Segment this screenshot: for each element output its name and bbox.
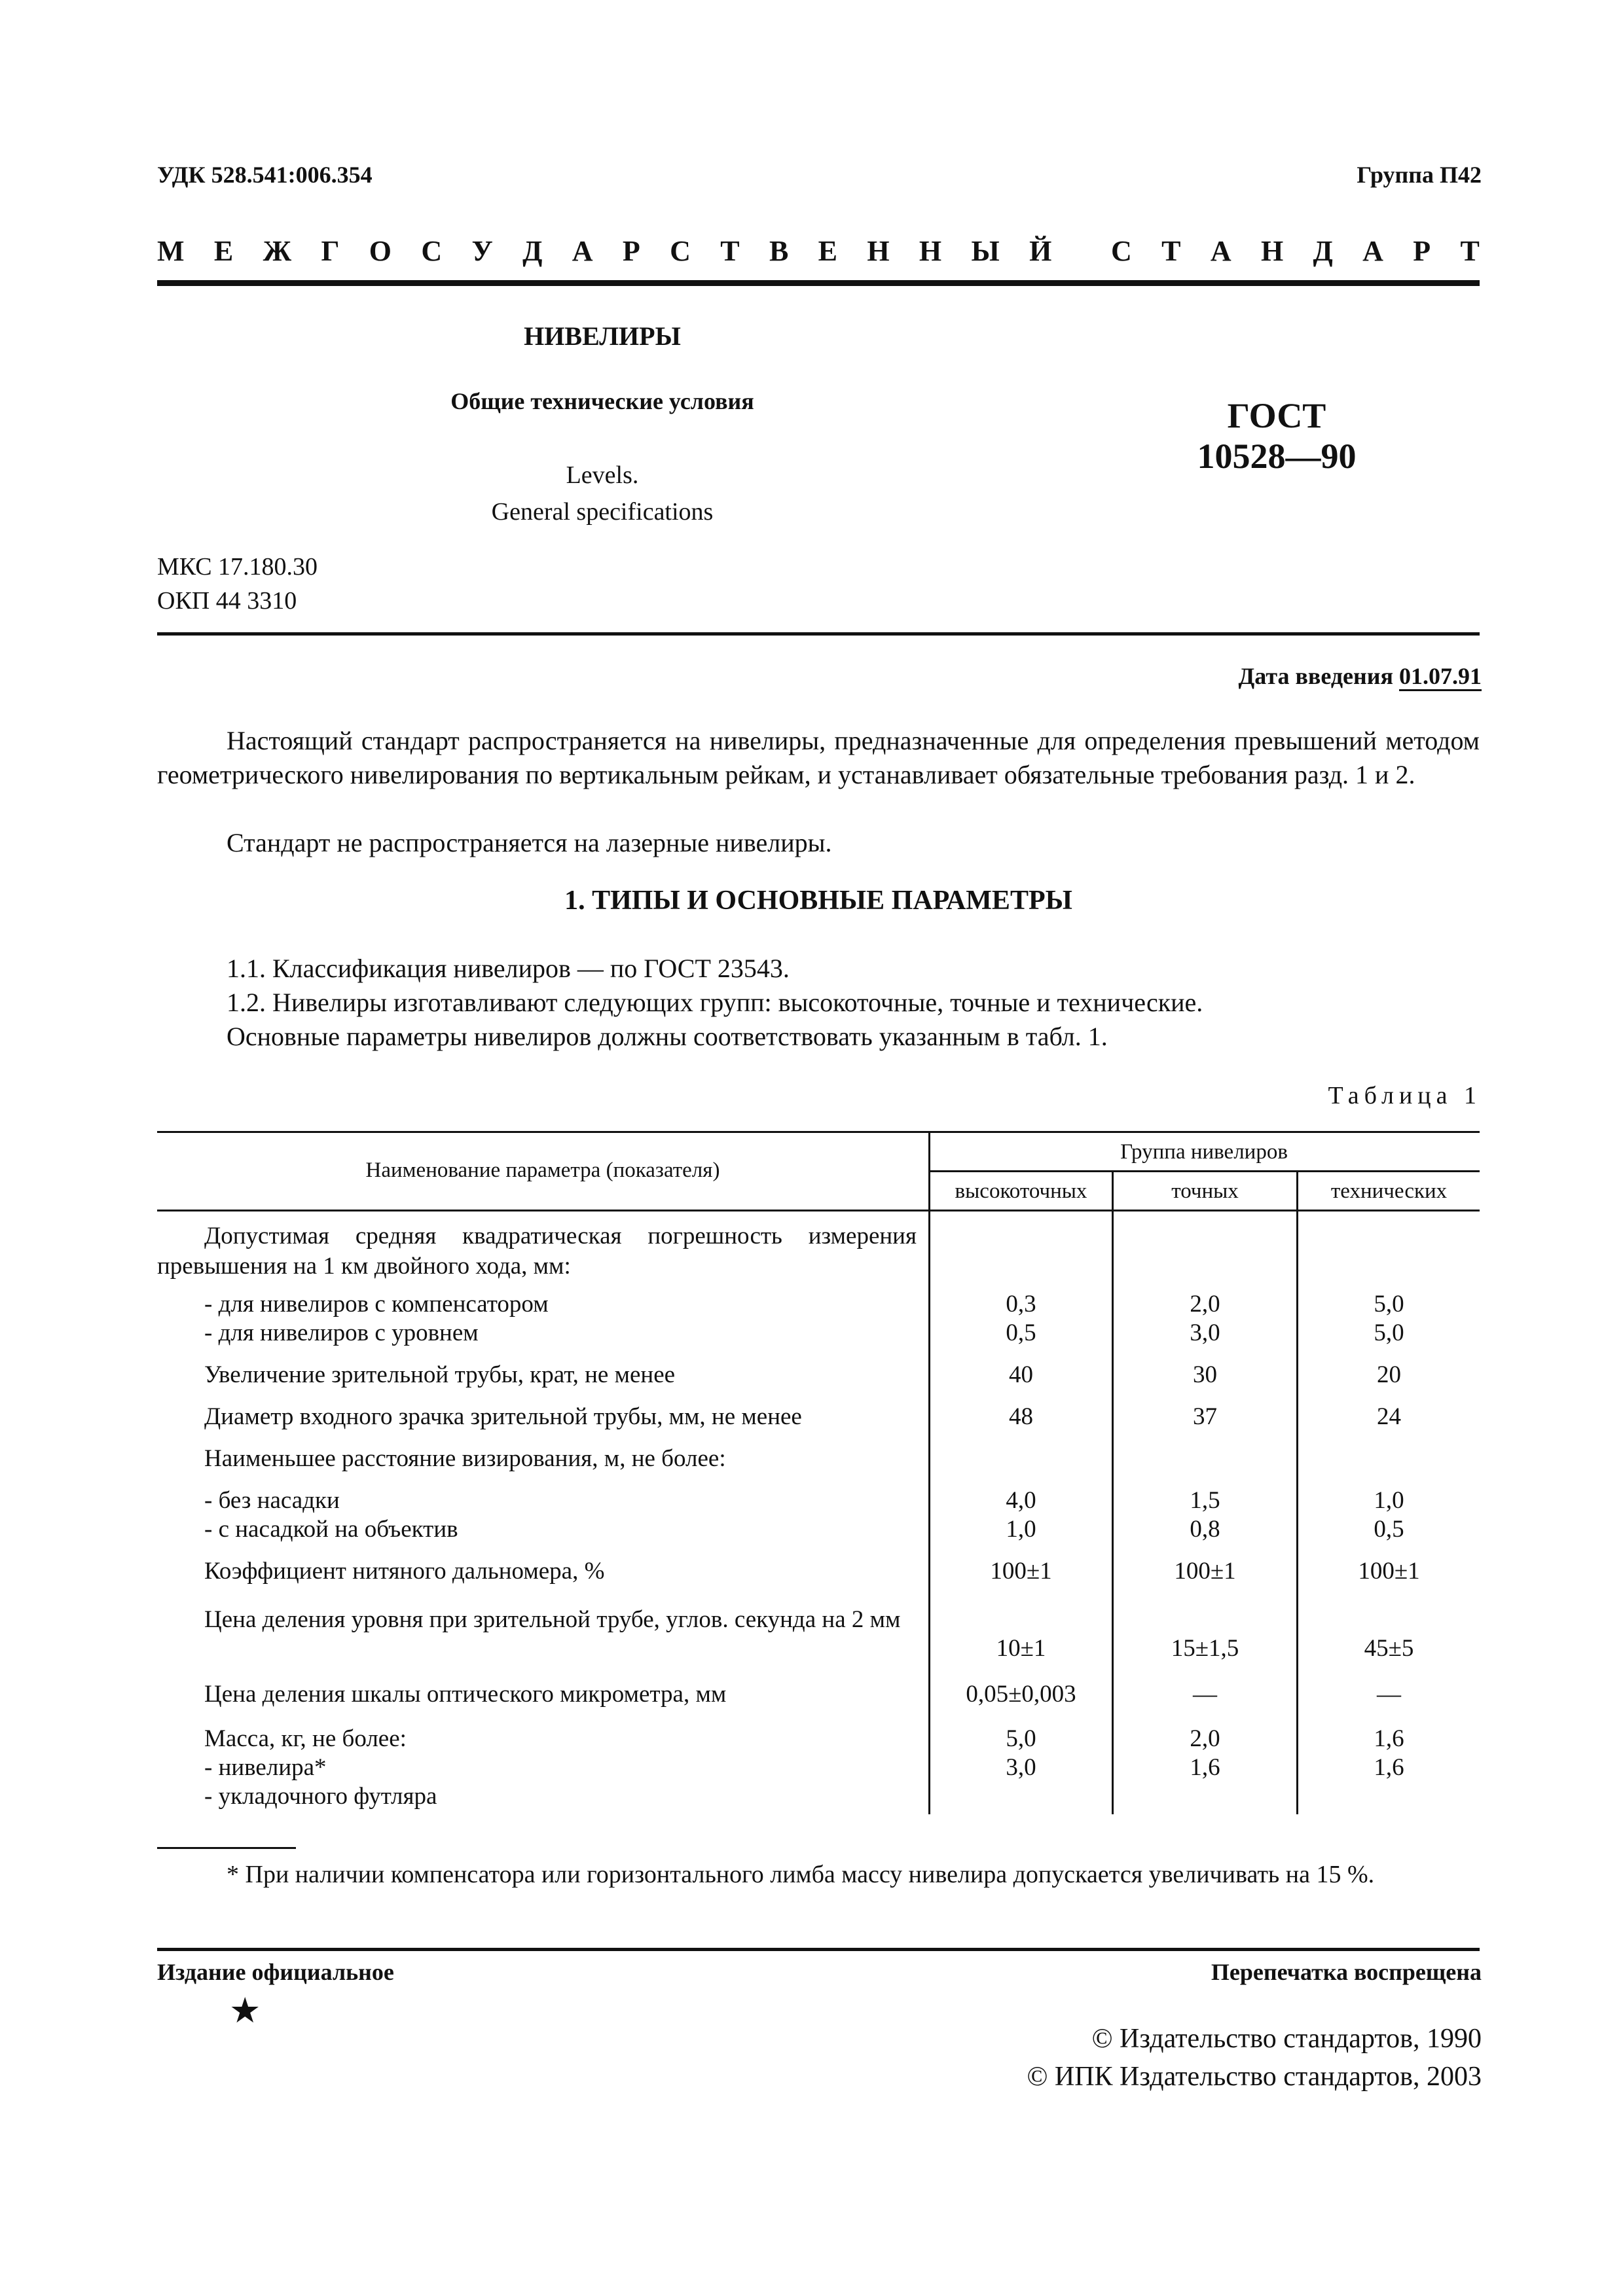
effective-date [1239, 662, 1482, 690]
table-cell: 45±5 [1364, 1635, 1414, 1662]
intro-paragraph: Настоящий стандарт распространяется на нивелиры, предназначенные для определения превышений методом геометрического нивелирования по вертикальным рейкам, и устанавливает обязательные требования разд. 1 и 2. [157, 726, 1480, 789]
title-rule [157, 632, 1480, 636]
header-col-high-precision: высокоточных [955, 1179, 1087, 1203]
table-cell: 0,5 [1006, 1319, 1036, 1346]
table-cell: 4,0 [1006, 1487, 1036, 1514]
official-edition: Издание официальное [157, 1959, 394, 1985]
header-rule [157, 280, 1480, 286]
reprint-prohibited: Перепечатка воспрещена [1211, 1959, 1482, 1985]
effective-date-label: Дата введения [1238, 663, 1399, 689]
gost-code: 10528—90 [1197, 437, 1357, 476]
table-cell: 2,0 [1190, 1291, 1220, 1318]
letter: А [1362, 235, 1383, 267]
letter: А [1210, 235, 1231, 267]
udk-code: УДК 528.541:006.354 [157, 162, 373, 188]
mks-code: МКС 17.180.30 [157, 553, 318, 581]
table-cell: 15±1,5 [1171, 1635, 1239, 1662]
table-cell: 1,5 [1190, 1487, 1220, 1514]
letter: Е [213, 235, 234, 267]
clause-1-2: 1.2. Нивелиры изготавливают следующих групп: высокоточные, точные и технические. [227, 988, 1203, 1017]
table-cell: 10±1 [996, 1635, 1046, 1662]
table-cell: 100±1 [1174, 1558, 1236, 1585]
copyright-2003: © ИПК Издательство стандартов, 2003 [1027, 2062, 1482, 2092]
classification-codes [157, 550, 318, 618]
table-cell: 37 [1193, 1403, 1217, 1430]
letter: А [572, 235, 593, 267]
letter: Н [1260, 235, 1284, 267]
english-title-line-2: General specifications [491, 498, 714, 526]
intro-paragraph-2: Стандарт не распространяется на лазерные нивелиры. [227, 828, 832, 857]
header-parameter: Наименование параметра (показателя) [365, 1158, 720, 1182]
table-cell: 0,8 [1190, 1516, 1220, 1543]
letter: В [769, 235, 789, 267]
letter: Ы [971, 235, 1000, 267]
table-caption: Таблица 1 [1328, 1082, 1482, 1109]
letter: Г [321, 235, 340, 267]
table-cell: 100±1 [990, 1558, 1052, 1585]
table-cell: 0,3 [1006, 1291, 1036, 1318]
clause-1-1: 1.1. Классификация нивелиров — по ГОСТ 23543. [227, 954, 790, 983]
table-cell: 0,05±0,003 [966, 1681, 1076, 1708]
table-head-rule [157, 1210, 1480, 1211]
table-cell: 0,5 [1374, 1516, 1404, 1543]
table-row-label: Диаметр входного зрачка зрительной трубы, мм, не менее [204, 1403, 802, 1430]
gost-number [1113, 395, 1440, 476]
okp-code: ОКП 44 3310 [157, 587, 297, 615]
table-group-rule [928, 1170, 1480, 1172]
footer-rule [157, 1948, 1480, 1951]
table-row-label: Допустимая средняя квадратическая погрешность измерения превышения на 1 км двойного хода, мм: [157, 1223, 917, 1280]
letter: Д [1313, 235, 1333, 267]
letter: Й [1029, 235, 1052, 267]
table-row-label: - для нивелиров с компенсатором [204, 1291, 549, 1318]
table-cell: 1,6 [1374, 1754, 1404, 1781]
letter: У [471, 235, 493, 267]
table-row-label: Коэффициент нитяного дальномера, % [204, 1558, 605, 1585]
table-cell: 3,0 [1190, 1319, 1220, 1346]
table-row-label: - для нивелиров с уровнем [204, 1319, 479, 1346]
table-cell: 3,0 [1006, 1754, 1036, 1781]
star-icon: ★ [229, 1991, 261, 2030]
gost-label: ГОСТ [1227, 396, 1326, 435]
letter: Т [720, 235, 740, 267]
copyright-block [1027, 2020, 1482, 2096]
footnote: * При наличии компенсатора или горизонтального лимба массу нивелира допускается увеличивать на 15 %. [227, 1861, 1375, 1888]
document-subtitle: Общие технические условия [450, 388, 754, 414]
standard-type-heading [157, 234, 1480, 268]
table-cell: 5,0 [1006, 1725, 1036, 1752]
letter: С [421, 235, 443, 267]
letter: Ж [263, 235, 292, 267]
table-top-rule [157, 1131, 1480, 1133]
table-cell: 100±1 [1358, 1558, 1420, 1585]
table-cell: 1,0 [1006, 1516, 1036, 1543]
letter: Т [1460, 235, 1480, 267]
table-cell: 2,0 [1190, 1725, 1220, 1752]
header-col-technical: технических [1330, 1179, 1448, 1203]
letter: Р [1413, 235, 1431, 267]
header-group: Группа нивелиров [1120, 1140, 1288, 1164]
table-col-divider-1 [928, 1131, 930, 1814]
table-cell: 1,6 [1374, 1725, 1404, 1752]
table-cell: — [1377, 1681, 1401, 1708]
letter: С [1110, 235, 1132, 267]
table-cell: 24 [1377, 1403, 1401, 1430]
letter: М [157, 235, 185, 267]
table-cell: 20 [1377, 1361, 1401, 1388]
table-cell: — [1193, 1681, 1217, 1708]
english-title-line-1: Levels. [566, 461, 639, 489]
table-row-label: - без насадки [204, 1487, 340, 1514]
parameters-table [157, 1131, 1480, 1814]
table-row-label: Увеличение зрительной трубы, крат, не менее [204, 1361, 676, 1388]
letter: Е [818, 235, 837, 267]
table-row-label: - с насадкой на объектив [204, 1516, 458, 1543]
table-row-label: - укладочного футляра [204, 1783, 437, 1810]
letter: Н [867, 235, 890, 267]
letter: Н [919, 235, 942, 267]
letter: Т [1161, 235, 1181, 267]
letter: С [670, 235, 691, 267]
letter: Р [622, 235, 640, 267]
table-cell: 48 [1009, 1403, 1033, 1430]
effective-date-value: 01.07.91 [1399, 663, 1482, 689]
table-row-label: Наименьшее расстояние визирования, м, не более: [204, 1445, 726, 1472]
footnote-rule [157, 1847, 296, 1849]
table-row-label: Масса, кг, не более: [204, 1725, 407, 1752]
group-code: Группа П42 [1357, 162, 1482, 188]
table-cell: 30 [1193, 1361, 1217, 1388]
table-row-label: Цена деления шкалы оптического микрометра, мм [204, 1681, 727, 1708]
document-title: НИВЕЛИРЫ [524, 321, 681, 351]
header-col-precision: точных [1171, 1179, 1239, 1203]
clause-1-2-cont: Основные параметры нивелиров должны соответствовать указанным в табл. 1. [227, 1022, 1108, 1051]
english-title [393, 457, 812, 530]
section-heading: 1. ТИПЫ И ОСНОВНЫЕ ПАРАМЕТРЫ [564, 886, 1072, 916]
table-cell: 40 [1009, 1361, 1033, 1388]
table-cell: 5,0 [1374, 1291, 1404, 1318]
letter: О [369, 235, 392, 267]
table-cell: 5,0 [1374, 1319, 1404, 1346]
copyright-1990: © Издательство стандартов, 1990 [1091, 2024, 1482, 2054]
table-row-label: - нивелира* [204, 1754, 327, 1781]
table-row-label: Цена деления уровня при зрительной трубе, углов. секунда на 2 мм [204, 1606, 901, 1633]
letter: Д [522, 235, 543, 267]
table-cell: 1,0 [1374, 1487, 1404, 1514]
table-cell: 1,6 [1190, 1754, 1220, 1781]
